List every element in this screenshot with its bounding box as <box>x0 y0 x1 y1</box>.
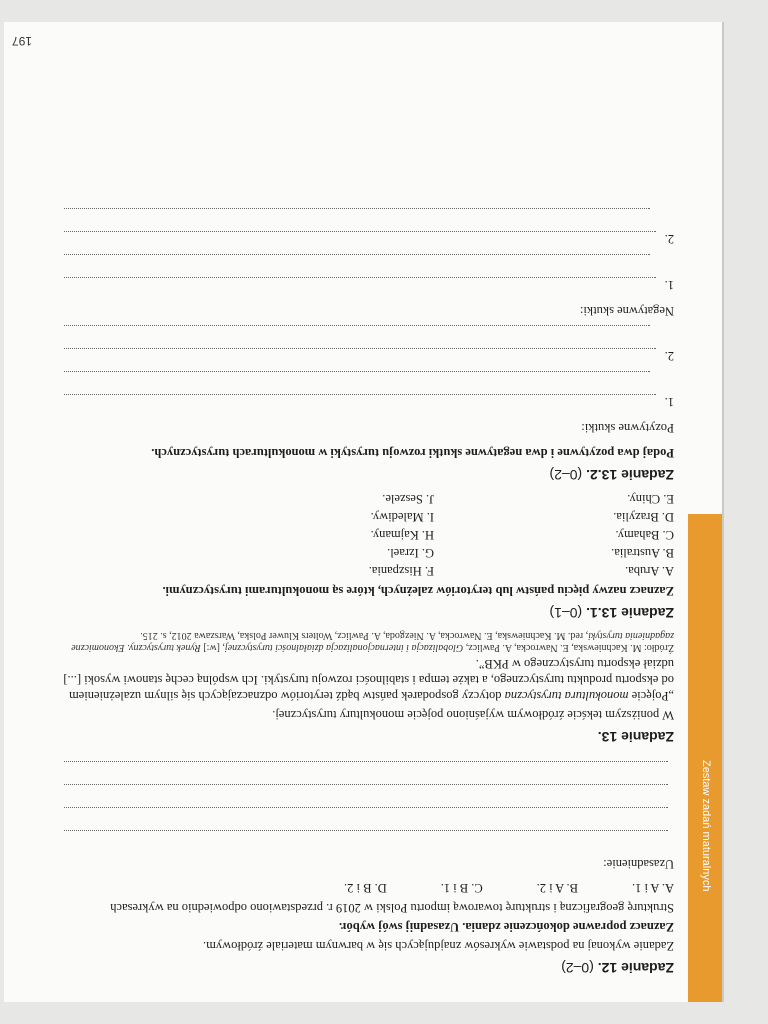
page-edge <box>722 22 724 1002</box>
answer-line[interactable] <box>64 394 656 417</box>
page-content <box>54 208 674 984</box>
quote-rest: dotyczy gospodarek państw bądź terytoriów odznaczających się silnym uzależnieniem od eksportu produktu turystycznego, a także tempa i stabilności rozwoju turystyki. Ich wspólną cechę stanowi wysoki [...] udział eksportu turystycznego w PKB”. <box>63 657 674 703</box>
source-title1: Globalizacja i internacjonalizacja działalności turystycznej <box>224 642 464 653</box>
country-option-h[interactable]: H. Kajmany. <box>370 528 434 542</box>
answer-line[interactable] <box>64 325 650 348</box>
item-number: 2. <box>664 232 674 246</box>
task12-title: Zadanie 12. <box>597 960 674 976</box>
task13-title: Zadanie 13. <box>597 729 674 745</box>
answer-line[interactable] <box>64 208 650 231</box>
item-number: 1. <box>664 395 674 409</box>
item-number: 1. <box>664 278 674 292</box>
rotated-page-content <box>4 22 724 1002</box>
task13-quote <box>54 656 674 704</box>
source-authors: Źródło: M. Kachniewska, E. Nawrocka, A. Pawlicz, <box>463 642 674 653</box>
task12-instruction: Zaznacz poprawne dokończenie zdania. Uzasadnij swój wybór. <box>339 920 674 934</box>
country-option-b[interactable]: B. Australia. <box>611 546 674 560</box>
answer-line[interactable] <box>64 371 650 394</box>
source-title2: Rynek turystyczny. Ekonomiczne zagadnienia turystyki <box>71 630 674 653</box>
item-number: 2. <box>664 349 674 363</box>
task13-2-title: Zadanie 13.2. <box>586 467 674 483</box>
option-c[interactable]: C. B i 1. <box>440 881 483 895</box>
task13-heading <box>54 729 674 745</box>
source-publication: , red. M. Kachniewska, E. Nawrocka, A. Niezgoda, A. Pawlicz, Wolters Kluwer Polska, Warszawa 2012, s. 215. <box>140 630 589 641</box>
task13-1-heading <box>54 605 674 621</box>
sidebar-band <box>688 514 724 1002</box>
task13-2-heading <box>54 467 674 483</box>
task12-points: (0–2) <box>561 960 594 976</box>
country-options <box>54 491 674 579</box>
country-option-a[interactable]: A. Aruba. <box>625 564 674 578</box>
task13-source <box>54 629 674 653</box>
negative-effects-label: Negatywne skutki: <box>579 304 674 318</box>
country-option-d[interactable]: D. Brazylia. <box>613 510 674 524</box>
source-mid: , [w:] <box>200 642 225 653</box>
option-d[interactable]: D. B i 2. <box>344 881 387 895</box>
answer-line[interactable] <box>64 277 656 300</box>
negative-effect-1 <box>54 277 674 300</box>
task13-1-title: Zadanie 13.1. <box>586 605 674 621</box>
answer-line[interactable] <box>64 254 650 277</box>
task12-justification-label: Uzasadnienie: <box>603 857 674 871</box>
answer-line[interactable] <box>64 807 668 830</box>
answer-line[interactable] <box>64 761 668 784</box>
negative-effect-2 <box>54 231 674 254</box>
option-a[interactable]: A. A i 1. <box>631 881 674 895</box>
quote-term: monokultura turystyczna <box>504 689 629 703</box>
answer-line[interactable] <box>64 348 656 371</box>
country-option-j[interactable]: J. Seszele. <box>382 492 434 506</box>
positive-effect-2 <box>54 348 674 371</box>
country-option-e[interactable]: E. Chiny. <box>627 492 674 506</box>
answer-line[interactable] <box>64 784 668 807</box>
country-option-i[interactable]: I. Malediwy. <box>370 510 434 524</box>
task12-options <box>344 880 674 896</box>
task13-2-instruction: Podaj dwa pozytywne i dwa negatywne skutki rozwoju turystyki w monokulturach turystycznych. <box>151 446 674 460</box>
page-number: 197 <box>11 34 32 48</box>
sidebar-label: Zestaw zadań maturalnych <box>700 760 712 892</box>
country-option-c[interactable]: C. Bahamy. <box>615 528 674 542</box>
positive-effect-1 <box>54 394 674 417</box>
positive-effects-label: Pozytywne skutki: <box>581 421 674 435</box>
task13-1-instruction: Zaznacz nazwy pięciu państw lub terytoriów zależnych, które są monokulturami turystycznymi. <box>162 584 674 598</box>
answer-line[interactable] <box>64 231 656 254</box>
task12-sentence: Strukturę geograficzną i strukturę towarową importu Polski w 2019 r. przedstawiono odpowiednio na wykresach <box>110 901 674 915</box>
task13-2-points: (0–2) <box>549 467 583 483</box>
task12-intro: Zadanie wykonaj na podstawie wykresów znajdujących się w barwnym materiale źródłowym. <box>202 939 674 953</box>
country-option-g[interactable]: G. Izrael. <box>387 546 434 560</box>
task13-intro: W poniższym tekście źródłowym wyjaśniono pojęcie monokultury turystycznej. <box>272 708 674 722</box>
textbook-page <box>4 22 724 1002</box>
quote-start: „Pojęcie <box>628 689 674 703</box>
task13-1-points: (0–1) <box>549 605 583 621</box>
answer-line[interactable] <box>64 830 668 853</box>
country-option-f[interactable]: F. Hiszpania. <box>368 564 434 578</box>
task12-heading <box>54 960 674 976</box>
option-b[interactable]: B. A i 2. <box>536 881 579 895</box>
